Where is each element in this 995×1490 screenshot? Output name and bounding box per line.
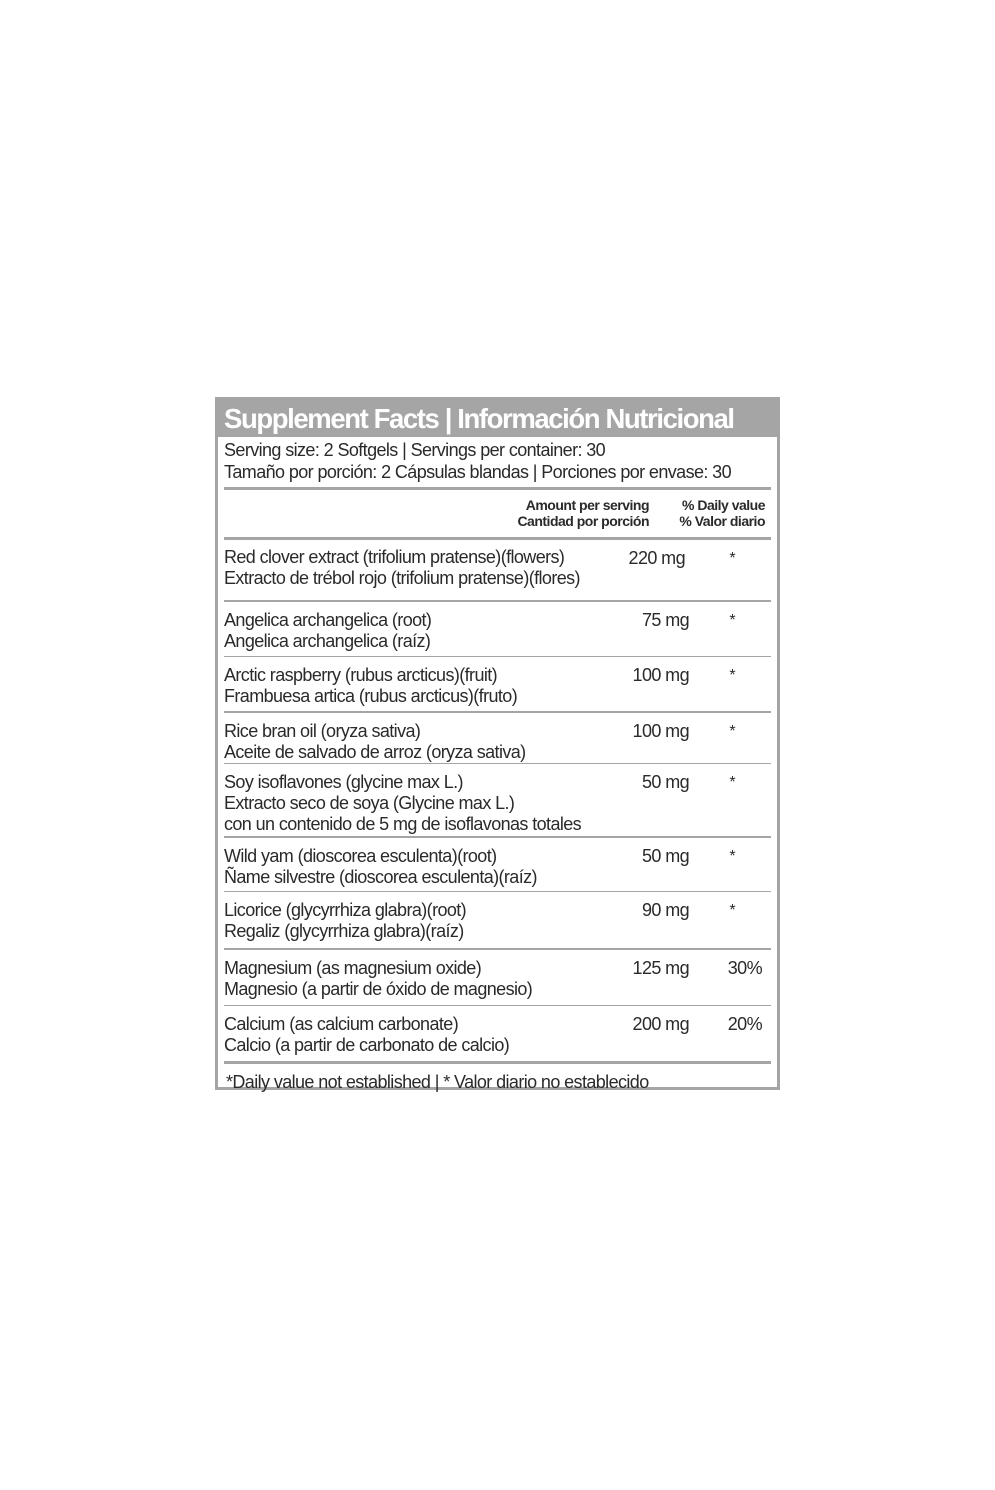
serving-line-en: Serving size: 2 Softgels | Servings per container: 30 — [224, 440, 606, 460]
amount-per-serving: 50 mg — [641, 772, 689, 792]
ingredient-row — [218, 602, 777, 656]
amount-per-serving: 50 mg — [641, 845, 689, 866]
ingredient-name-line: Angelica archangelica (raíz) — [224, 630, 431, 651]
ingredient-row — [218, 764, 777, 836]
amount-per-serving: 75 mg — [641, 609, 689, 630]
panel-title: Supplement Facts | Información Nutricional — [218, 400, 777, 437]
serving-info — [218, 437, 777, 483]
ingredient-name-line: Arctic raspberry (rubus arcticus)(fruit) — [224, 665, 498, 685]
daily-value: 20% — [727, 1014, 762, 1034]
daily-value: * — [729, 550, 735, 567]
daily-header-en: % Daily value — [682, 497, 765, 513]
amount-per-serving: 125 mg — [632, 957, 689, 978]
ingredient-name-line: Aceite de salvado de arroz (oryza sativa) — [224, 741, 526, 762]
ingredient-name-line: Magnesio (a partir de óxido de magnesio) — [224, 978, 533, 999]
ingredient-names — [224, 547, 771, 589]
ingredient-name-line: Calcium (as calcium carbonate) — [224, 1014, 459, 1034]
daily-value: * — [729, 611, 735, 629]
ingredient-row — [218, 892, 777, 948]
ingredient-list — [218, 540, 777, 1061]
daily-value: * — [729, 667, 735, 684]
ingredient-name-line: Regaliz (glycyrrhiza glabra)(raíz) — [224, 921, 464, 941]
ingredient-name-line: Frambuesa artica (rubus arcticus)(fruto) — [224, 686, 518, 706]
supplement-facts-panel — [215, 397, 780, 1090]
ingredient-name-line: con un contenido de 5 mg de isoflavonas totales — [224, 814, 582, 834]
ingredient-name-line: Red clover extract (trifolium pratense)(flowers) — [224, 547, 565, 567]
amount-per-serving: 100 mg — [632, 720, 689, 741]
ingredient-row — [218, 838, 777, 891]
ingredient-name-line: Soy isoflavones (glycine max L.) — [224, 772, 463, 792]
ingredient-name-line: Extracto de trébol rojo (trifolium pratense)(flores) — [224, 568, 580, 588]
amount-header — [517, 497, 649, 529]
daily-value: * — [729, 722, 735, 740]
ingredient-name-line: Licorice (glycyrrhiza glabra)(root) — [224, 900, 467, 920]
ingredient-row — [218, 540, 777, 600]
ingredient-row — [218, 1006, 777, 1061]
ingredient-name-line: Ñame silvestre (dioscorea esculenta)(raíz) — [224, 866, 537, 887]
amount-header-en: Amount per serving — [525, 497, 649, 513]
footnote: *Daily value not established | * Valor diario no establecido — [226, 1072, 649, 1092]
amount-header-es: Cantidad por porción — [517, 513, 649, 529]
daily-value-header — [679, 497, 765, 529]
amount-per-serving: 100 mg — [632, 665, 689, 685]
ingredient-row — [218, 657, 777, 711]
serving-line-es: Tamaño por porción: 2 Cápsulas blandas | Porciones por envase: 30 — [224, 462, 732, 482]
ingredient-name-line: Wild yam (dioscorea esculenta)(root) — [224, 845, 497, 866]
ingredient-name-line: Rice bran oil (oryza sativa) — [224, 720, 421, 741]
daily-value: * — [729, 774, 735, 791]
daily-value: 30% — [727, 957, 762, 978]
amount-per-serving: 90 mg — [641, 900, 689, 920]
ingredient-name-line: Magnesium (as magnesium oxide) — [224, 957, 482, 978]
amount-per-serving: 220 mg — [628, 548, 685, 568]
ingredient-name-line: Extracto seco de soya (Glycine max L.) — [224, 793, 515, 813]
ingredient-row — [218, 950, 777, 1005]
daily-value: * — [729, 847, 735, 865]
amount-per-serving: 200 mg — [632, 1014, 689, 1034]
ingredient-name-line: Angelica archangelica (root) — [224, 609, 432, 630]
ingredient-row — [218, 713, 777, 763]
column-headers — [218, 490, 777, 537]
daily-value: * — [729, 902, 735, 919]
daily-header-es: % Valor diario — [679, 513, 765, 529]
ingredient-name-line: Calcio (a partir de carbonato de calcio) — [224, 1035, 510, 1055]
